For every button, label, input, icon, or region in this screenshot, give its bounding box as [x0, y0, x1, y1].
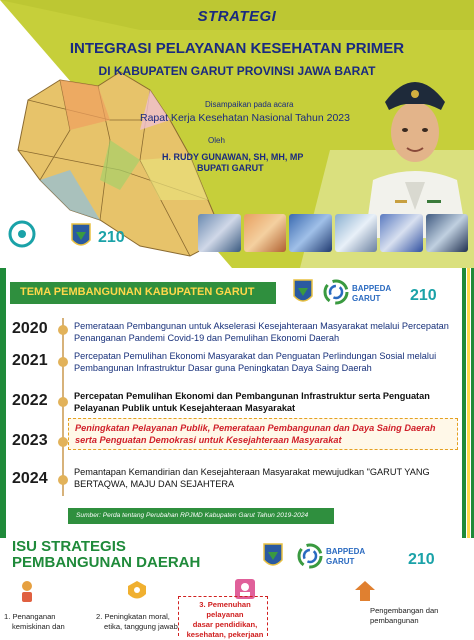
isu-item-line: etika, tanggung jawab [104, 622, 178, 631]
isu-item-line: Pengembangan dan [370, 606, 439, 615]
right-accent-stripes [462, 268, 474, 538]
poverty-icon [14, 578, 40, 604]
isu-item-line: kesehatan, pekerjaan [186, 630, 264, 639]
by-label: Oleh [208, 136, 225, 145]
speaker-title: BUPATI GARUT [197, 163, 264, 173]
svg-text:210: 210 [98, 229, 125, 246]
isu-heading-2: PEMBANGUNAN DAERAH [12, 554, 201, 571]
timeline-dot [58, 357, 68, 367]
bappeda-label-1: BAPPEDA [352, 284, 392, 293]
timeline-dot [58, 325, 68, 335]
isu-item-1 [4, 612, 65, 632]
isu-item-2 [96, 612, 178, 632]
institution-logos [6, 218, 136, 254]
tema-heading: TEMA PEMBANGUNAN KABUPATEN GARUT [10, 282, 276, 304]
bappeda-label-2: GARUT [352, 294, 381, 303]
timeline-dot [58, 397, 68, 407]
tema-text-2020: Pemerataan Pembangunan untuk Akselerasi Kesejahteraan Masyarakat melalui Percepatan Penanganan Pandemi Covid-19 dan Pemulihan Ekonomi Daerah [74, 321, 449, 343]
isu-item-line: kemiskinan dan [12, 622, 65, 631]
tema-text-2023-highlight: Peningkatan Pelayanan Publik, Pemerataan Pembangunan dan Daya Saing Daerah serta Penguatan Demokrasi untuk Kesejahteraan Masyarakat [68, 418, 458, 450]
activity-photo [380, 214, 423, 252]
title-strategi: STRATEGI [197, 8, 277, 25]
title-location: DI KABUPATEN GARUT PROVINSI JAWA BARAT [98, 64, 376, 78]
tema-text-2022: Percepatan Pemulihan Ekonomi dan Pembangunan Infrastruktur serta Penguatan Pelayanan Publik untuk Kesejahteraan Masyarakat [74, 391, 430, 413]
activity-photo-strip [198, 214, 468, 252]
isu-item-line: 2. Peningkatan moral, [96, 612, 170, 621]
presented-at-label: Disampaikan pada acara [205, 100, 294, 109]
year-label: 2024 [12, 470, 48, 487]
bappeda-label-1: BAPPEDA [326, 547, 366, 556]
anniversary-logo-text: 210 [410, 287, 437, 304]
isu-item-line: pembangunan [370, 616, 419, 625]
timeline-dot [58, 437, 68, 447]
timeline-line [62, 318, 64, 496]
isu-item-line: 3. Pemenuhan pelayanan [199, 600, 251, 619]
moral-icon [124, 578, 150, 604]
isu-item-line: dasar pendidikan, [192, 620, 258, 629]
speaker-name: H. RUDY GUNAWAN, SH, MH, MP [162, 152, 304, 162]
anniversary-logo-text: 210 [408, 551, 435, 568]
tema-text-2024: Pemantapan Kemandirian dan Kesejahteraan Masyarakat mewujudkan "GARUT YANG BERTAQWA, MAJU DAN SEJAHTERA [74, 467, 430, 489]
year-label: 2020 [12, 320, 48, 337]
activity-photo [244, 214, 287, 252]
isu-item-line: 1. Penanganan [4, 612, 56, 621]
isu-item-4 [370, 606, 438, 626]
bappeda-label-2: GARUT [326, 557, 355, 566]
activity-photo [335, 214, 378, 252]
year-label: 2023 [12, 432, 48, 449]
year-label: 2021 [12, 352, 48, 369]
year-label: 2022 [12, 392, 48, 409]
isu-item-3 [182, 600, 268, 640]
source-note: Sumber: Perda tentang Perubahan RPJMD Kabupaten Garut Tahun 2019-2024 [68, 508, 334, 524]
isu-heading-1: ISU STRATEGIS [12, 538, 126, 555]
timeline-dot [58, 475, 68, 485]
activity-photo [426, 214, 469, 252]
title-main: INTEGRASI PELAYANAN KESEHATAN PRIMER [69, 40, 405, 57]
bappeda-logos-bottom [258, 540, 468, 572]
activity-photo [198, 214, 241, 252]
left-accent-stripe [0, 268, 6, 538]
development-icon [352, 578, 378, 604]
tema-text-2021: Percepatan Pemulihan Ekonomi Masyarakat dan Penguatan Perlindungan Sosial melalui Pembangunan Infrastruktur Dasar guna Peningkatan Daya Saing Daerah [74, 351, 437, 373]
event-name: Rapat Kerja Kesehatan Nasional Tahun 2023 [140, 112, 350, 124]
activity-photo [289, 214, 332, 252]
bappeda-logos [290, 276, 460, 310]
official-portrait-image [355, 70, 474, 238]
title-banner [0, 0, 474, 268]
